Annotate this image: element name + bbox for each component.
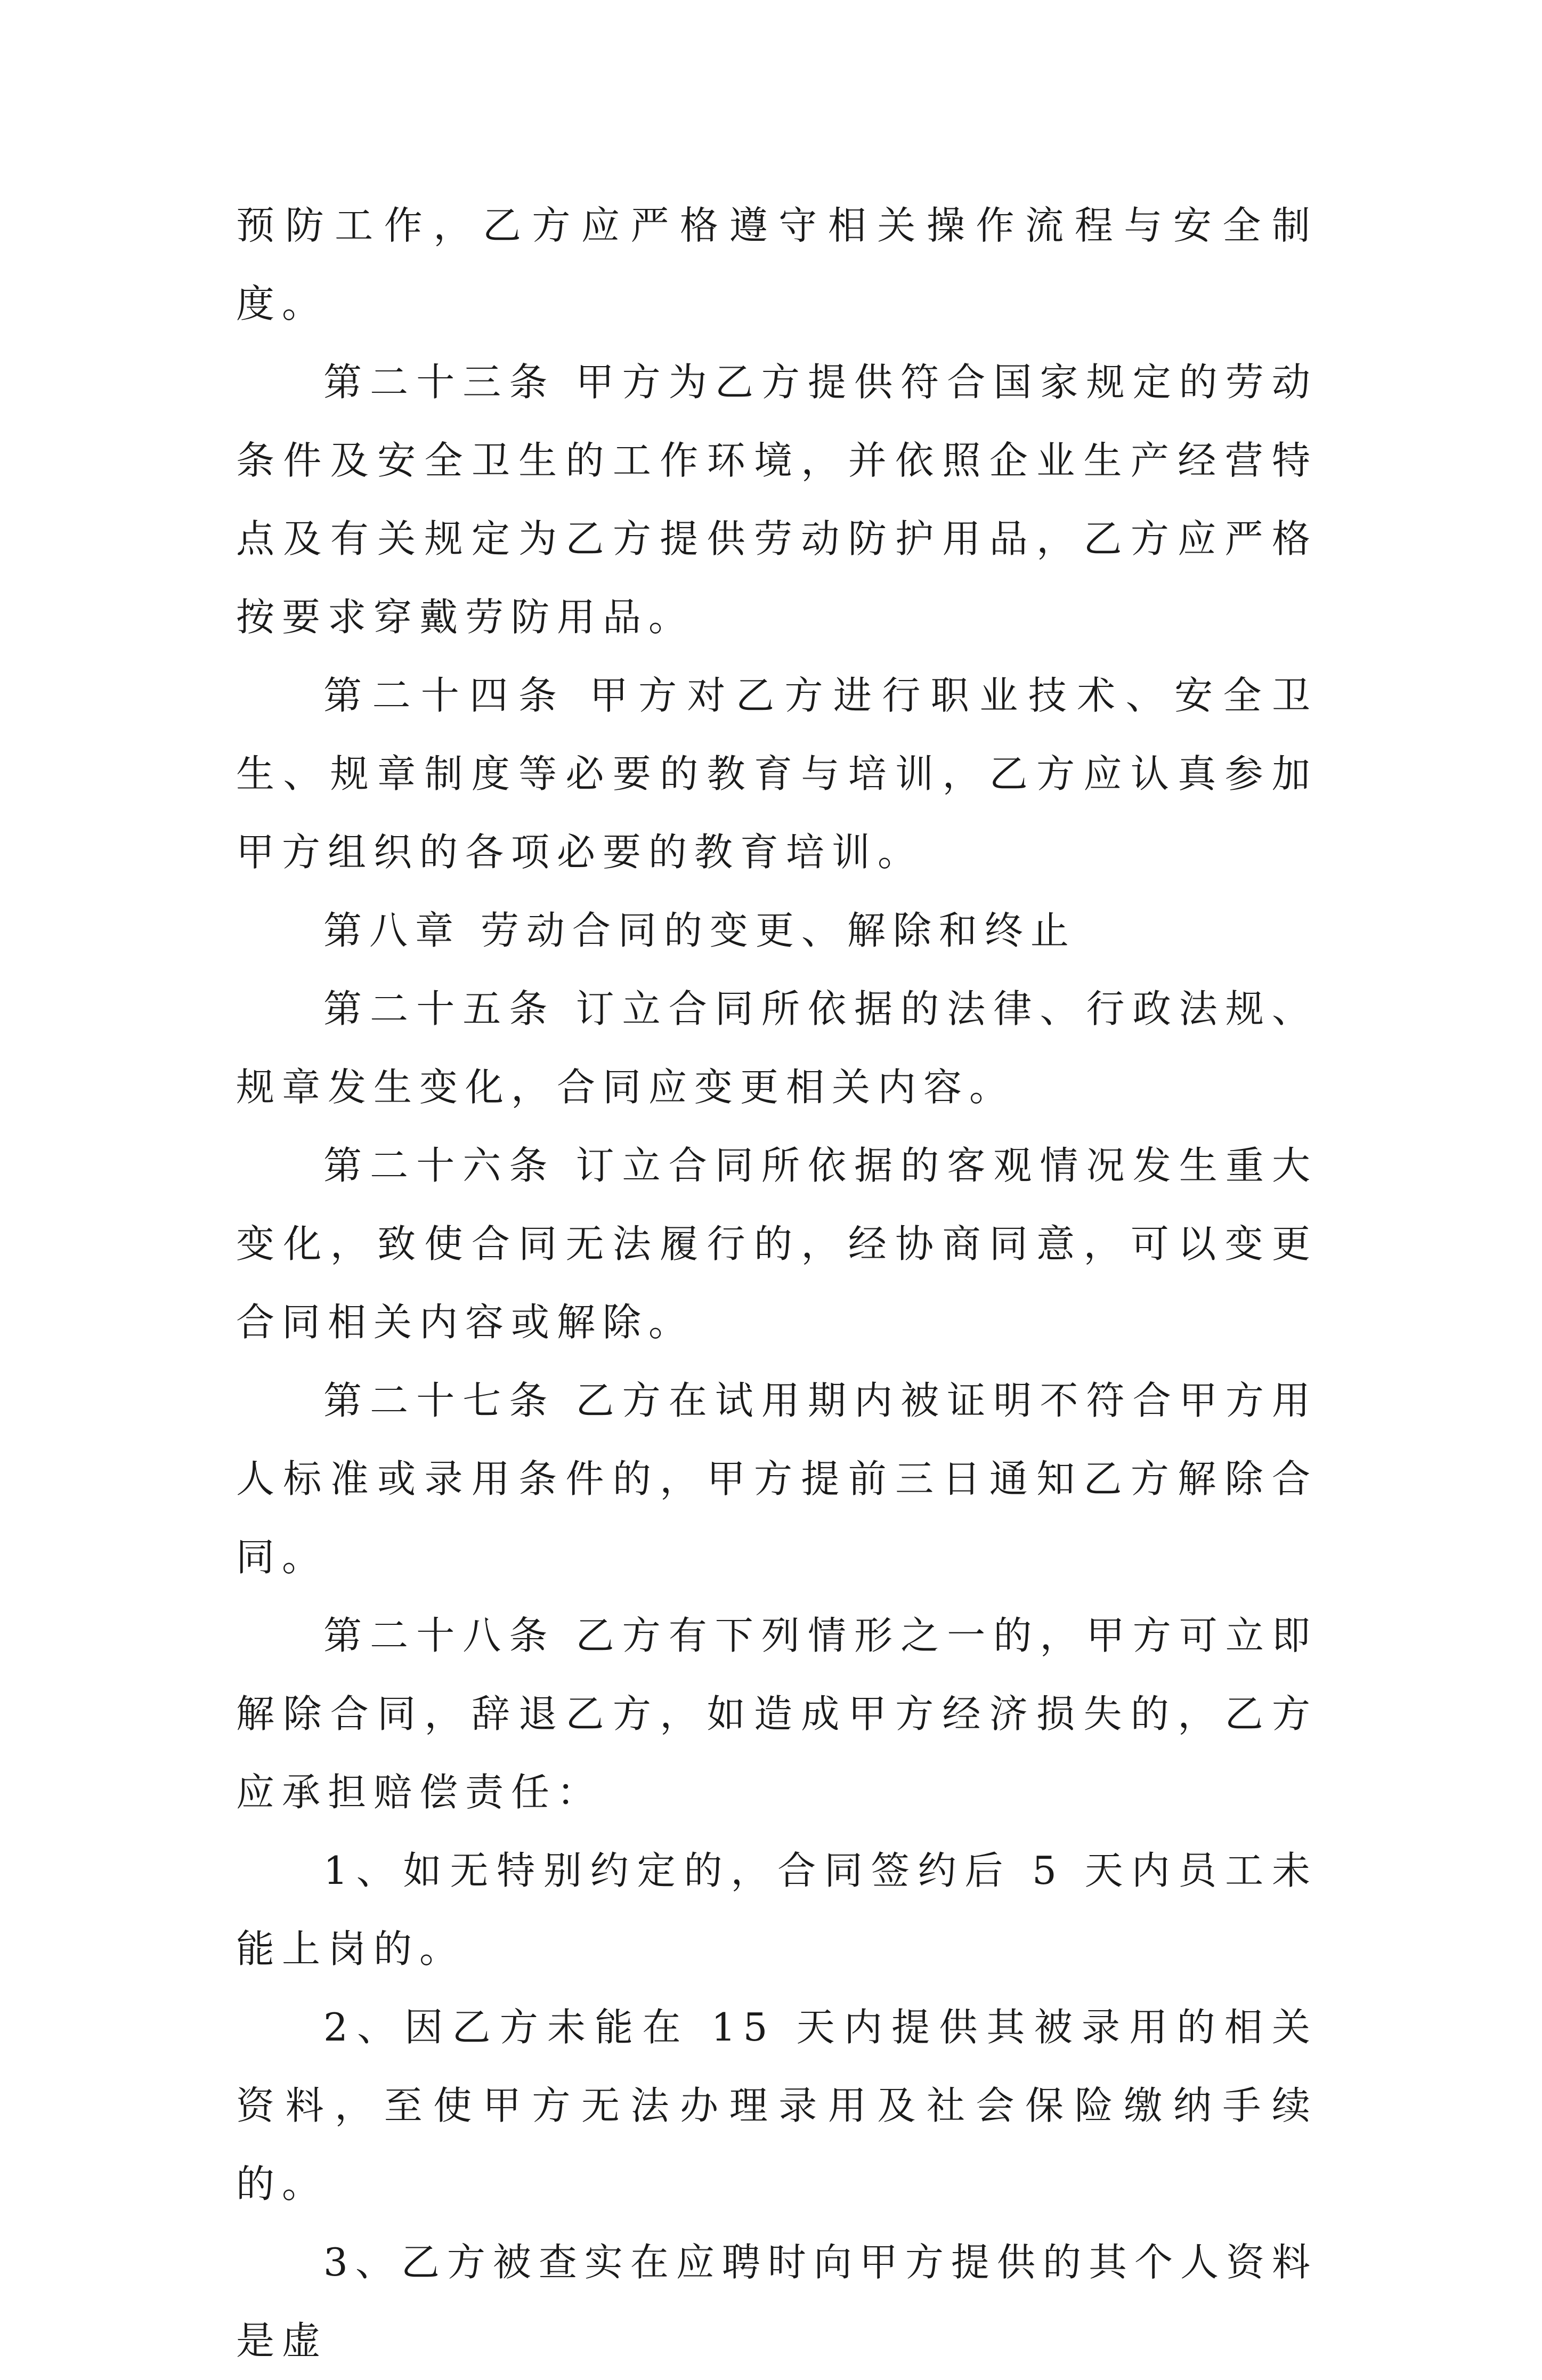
list-item-1: 1、如无特别约定的，合同签约后 5 天内员工未能上岗的。: [236, 1848, 1318, 1971]
article-26: 第二十六条 订立合同所依据的客观情况发生重大变化，致使合同无法履行的，经协商同意，可以变更合同相关内容或解除。: [236, 1143, 1318, 1345]
article-25: 第二十五条 订立合同所依据的法律、行政法规、规章发生变化，合同应变更相关内容。: [236, 986, 1318, 1110]
article-28: 第二十八条 乙方有下列情形之一的，甲方可立即解除合同，辞退乙方，如造成甲方经济损失的，乙方应承担赔偿责任：: [236, 1613, 1318, 1815]
list-item-2: 2、因乙方未能在 15 天内提供其被录用的相关资料，至使甲方无法办理录用及社会保险缴纳手续的。: [236, 2005, 1318, 2206]
paragraph-1: 预防工作，乙方应严格遵守相关操作流程与安全制度。: [236, 203, 1318, 326]
document-body: [236, 187, 1318, 2380]
chapter-8-heading: 第八章 劳动合同的变更、解除和终止: [323, 908, 1076, 953]
article-23: 第二十三条 甲方为乙方提供符合国家规定的劳动条件及安全卫生的工作环境，并依照企业生产经营特点及有关规定为乙方提供劳动防护用品，乙方应严格按要求穿戴劳防用品。: [236, 360, 1318, 639]
article-27: 第二十七条 乙方在试用期内被证明不符合甲方用人标准或录用条件的，甲方提前三日通知乙方解除合同。: [236, 1378, 1318, 1580]
article-24: 第二十四条 甲方对乙方进行职业技术、安全卫生、规章制度等必要的教育与培训，乙方应认真参加甲方组织的各项必要的教育培训。: [236, 673, 1318, 875]
list-item-3: 3、乙方被查实在应聘时向甲方提供的其个人资料是虚: [236, 2240, 1318, 2363]
